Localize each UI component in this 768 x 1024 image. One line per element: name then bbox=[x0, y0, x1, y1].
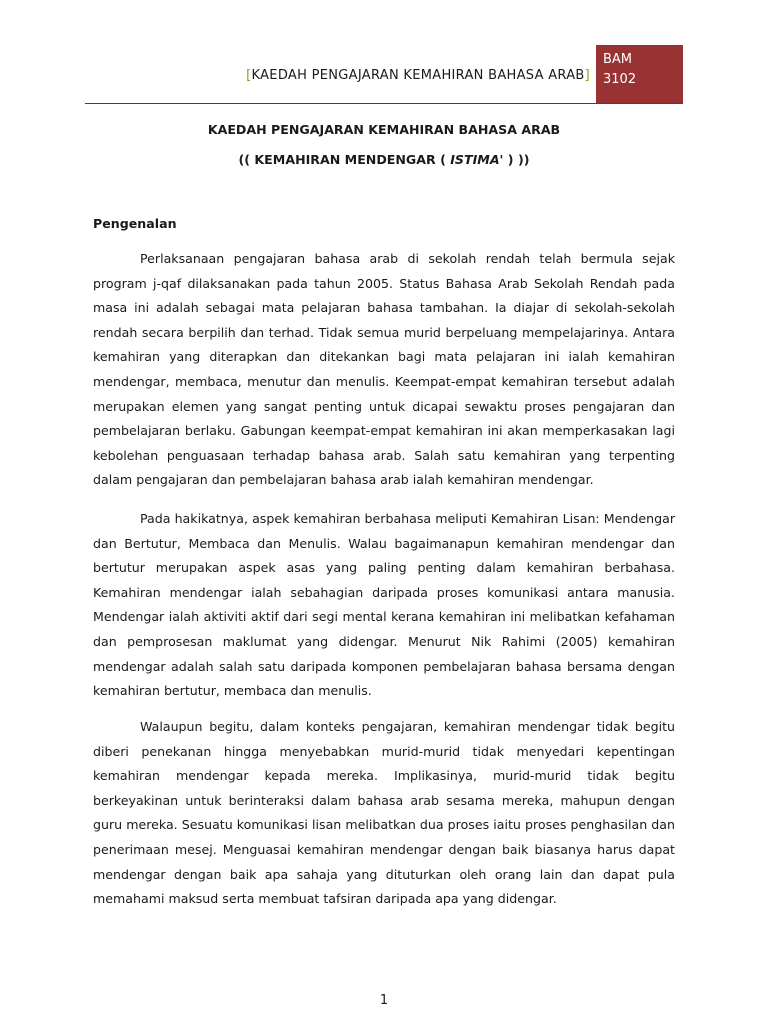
body-paragraph-2: Pada hakikatnya, aspek kemahiran berbahasa meliputi Kemahiran Lisan: Mendengar dan Bertutur, Membaca dan Menulis. Walau bagaimanapun kemahiran mendengar dan bertutur merupakan aspek asas yang paling penting dalam kemahiran berbahasa. Kemahiran mendengar ialah sebahagian daripada proses komunikasi antara manusia. Mendengar ialah aktiviti aktif dari segi mental kerana kemahiran ini melibatkan kefahaman dan pemprosesan maklumat yang didengar. Menurut Nik Rahimi (2005) kemahiran mendengar adalah salah satu daripada komponen pembelajaran bahasa bersama dengan kemahiran bertutur, membaca dan menulis. bbox=[93, 511, 675, 699]
header-divider bbox=[85, 103, 683, 104]
document-title: KAEDAH PENGAJARAN KEMAHIRAN BAHASA ARAB bbox=[207, 122, 561, 137]
header-bracket-open: [ bbox=[246, 68, 252, 83]
subtitle-suffix: ) )) bbox=[503, 152, 530, 167]
body-paragraph-3: Walaupun begitu, dalam konteks pengajaran, kemahiran mendengar tidak begitu diberi penekanan hingga menyebabkan murid-murid tidak menyedari kepentingan kemahiran mendengar kepada mereka. Implikasinya, murid-murid tidak begitu berkeyakinan untuk berinteraksi dalam bahasa arab sesama mereka, mahupun dengan guru mereka. Sesuatu komunikasi lisan melibatkan dua proses iaitu proses penghasilan dan penerimaan mesej. Menguasai kemahiran mendengar dengan baik biasanya harus dapat mendengar dengan baik apa sahaja yang dituturkan oleh orang lain dan dapat pula memahami maksud serta membuat tafsiran daripada apa yang didengar. bbox=[93, 719, 675, 907]
header-title-text: KAEDAH PENGAJARAN KEMAHIRAN BAHASA ARAB bbox=[251, 68, 585, 83]
subtitle-italic: ISTIMA' bbox=[450, 152, 504, 167]
subtitle-prefix: (( KEMAHIRAN MENDENGAR ( bbox=[238, 152, 451, 167]
section-heading: Pengenalan bbox=[93, 216, 177, 231]
course-code-badge bbox=[596, 45, 683, 104]
page-number: 1 bbox=[379, 993, 389, 1008]
running-header-title bbox=[150, 68, 590, 83]
body-paragraph-1: Perlaksanaan pengajaran bahasa arab di sekolah rendah telah bermula sejak program j-qaf dilaksanakan pada tahun 2005. Status Bahasa Arab Sekolah Rendah pada masa ini adalah sebagai mata pelajaran bahasa tambahan. Ia diajar di sekolah-sekolah rendah secara berpilih dan terhad. Tidak semua murid berpeluang mempelajarinya. Antara kemahiran yang diterapkan dan ditekankan bagi mata pelajaran ini ialah kemahiran mendengar, membaca, menutur dan menulis. Keempat-empat kemahiran tersebut adalah merupakan elemen yang sangat penting untuk dicapai sewaktu proses pengajaran dan pembelajaran berlaku. Gabungan keempat-empat kemahiran ini akan memperkasakan lagi kebolehan penguasaan terhadap bahasa arab. Salah satu kemahiran yang terpenting dalam pengajaran dan pembelajaran bahasa arab ialah kemahiran mendengar. bbox=[93, 251, 675, 488]
course-code-line2: 3102 bbox=[603, 72, 637, 87]
header-bracket-close: ] bbox=[584, 68, 590, 83]
document-subtitle bbox=[85, 152, 683, 167]
course-code-line1: BAM bbox=[603, 52, 633, 67]
